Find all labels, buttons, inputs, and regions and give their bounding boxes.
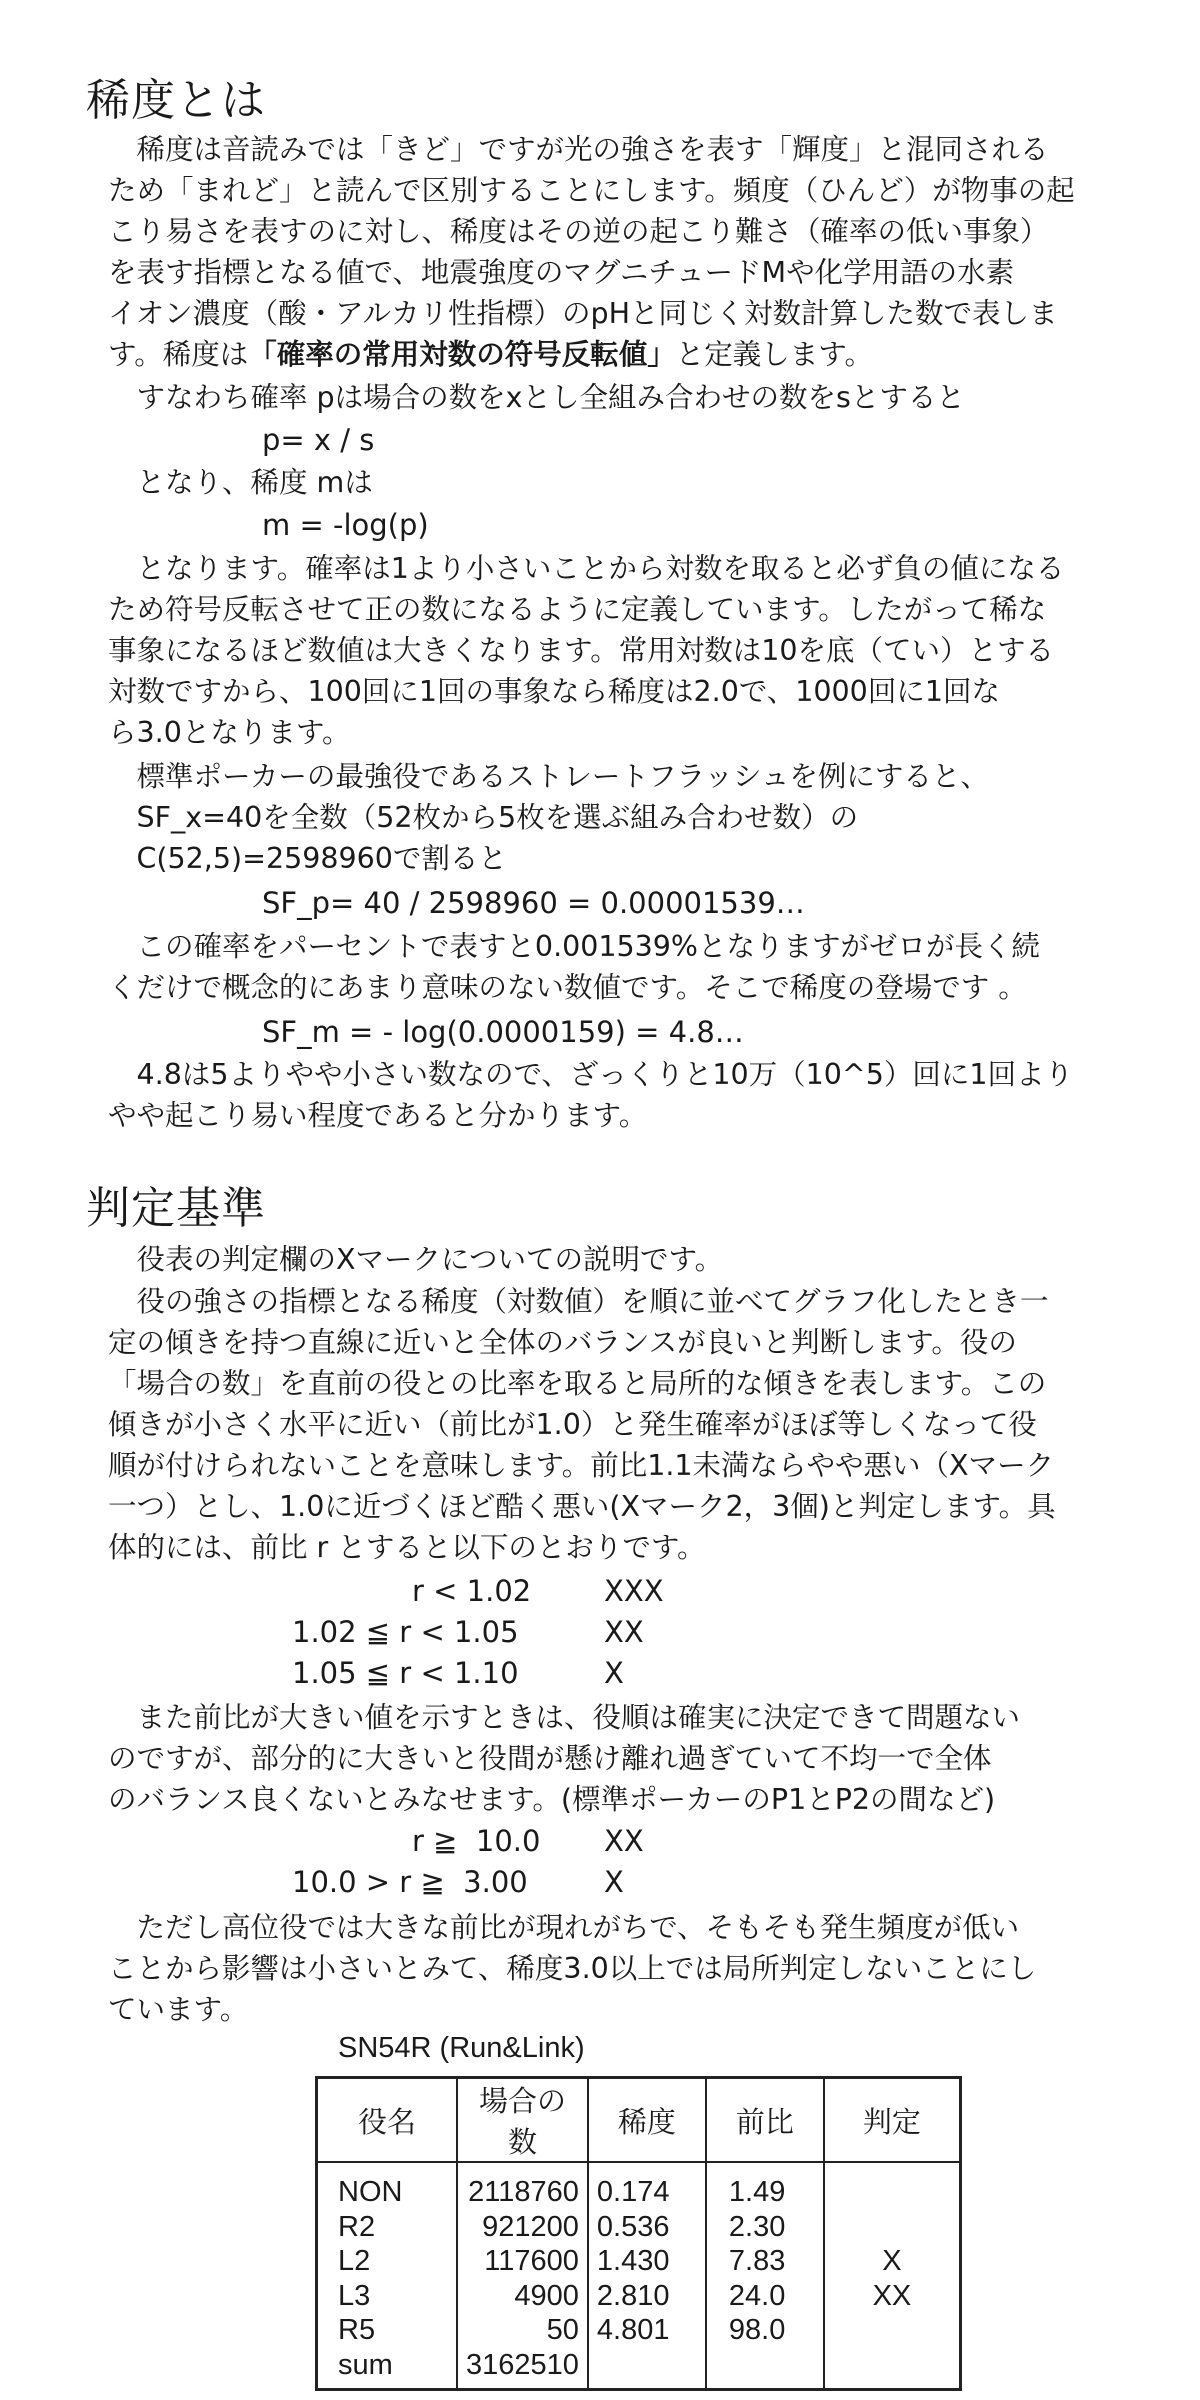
paragraph-line: を表す指標となる値で、地震強度のマグニチュードMや化学用語の水素 (108, 256, 1015, 289)
table-header-row (317, 2078, 961, 2163)
paragraph-line: となり、稀度 mは (108, 466, 373, 499)
criterion-condition: r ≧ 10.0 (412, 1824, 541, 1858)
formula-sf-p: SF_p= 40 / 2598960 = 0.00001539… (262, 886, 805, 920)
paragraph-line: 定の傾きを持つ直線に近いと全体のバランスが良いと判断します。役の (108, 1326, 1017, 1359)
criterion-mark: X (604, 1656, 624, 1690)
criterion-condition: 1.02 ≦ r < 1.05 (292, 1615, 519, 1649)
criterion-condition: 10.0 > r ≧ 3.00 (292, 1865, 528, 1899)
hand-table (315, 2076, 962, 2391)
paragraph-line: 役の強さの指標となる稀度（対数値）を順に並べてグラフ化したとき一 (108, 1285, 1049, 1318)
column-judgement: X XX (824, 2162, 961, 2390)
formula-p: p= x / s (262, 423, 375, 457)
criterion-mark: XXX (604, 1574, 664, 1608)
paragraph-line: この確率をパーセントで表すと0.001539%となりますがゼロが長く続 (108, 930, 1040, 963)
header-rarity: 稀度 (588, 2078, 706, 2163)
column-hand-names: NON R2 L2 L3 R5 sum (317, 2162, 458, 2390)
criterion-condition: 1.05 ≦ r < 1.10 (292, 1656, 519, 1690)
formula-sf-m: SF_m = - log(0.0000159) = 4.8… (262, 1015, 744, 1049)
paragraph-line: C(52,5)=2598960で割ると (108, 842, 507, 875)
section-heading-kido: 稀度とは (86, 75, 266, 126)
paragraph-line-definition (108, 335, 873, 376)
table-caption: SN54R (Run&Link) (338, 2032, 585, 2064)
paragraph-line: 「場合の数」を直前の役との比率を取ると局所的な傾きを表します。この (108, 1367, 1047, 1400)
paragraph-line: 対数ですから、100回に1回の事象なら稀度は2.0で、1000回に1回な (108, 675, 1000, 708)
formula-m: m = -log(p) (262, 508, 429, 542)
paragraph-line: また前比が大きい値を示すときは、役順は確実に決定できて問題ない (108, 1701, 1021, 1734)
paragraph-line: イオン濃度（酸・アルカリ性指標）のpHと同じく対数計算した数で表しま (108, 297, 1058, 330)
paragraph-line: ています。 (108, 1993, 249, 2026)
paragraph-line: ただし高位役では大きな前比が現れがちで、そもそも発生頻度が低い (108, 1911, 1020, 1944)
definition-prefix: す。稀度は (108, 338, 249, 371)
paragraph-line: くだけで概念的にあまり意味のない数値です。そこで稀度の登場です 。 (108, 971, 1027, 1004)
paragraph-line: すなわち確率 pは場合の数をxとし全組み合わせの数をsとすると (108, 381, 965, 414)
paragraph-line: 一つ）とし、1.0に近づくほど酷く悪い(Xマーク2，3個)と判定します。具 (108, 1490, 1056, 1523)
definition-bold: 「確率の常用対数の符号反転値」 (248, 338, 676, 371)
paragraph-line: 傾きが小さく水平に近い（前比が1.0）と発生確率がほぼ等しくなって役 (108, 1408, 1037, 1441)
header-name: 役名 (317, 2078, 458, 2163)
paragraph-line: ことから影響は小さいとみて、稀度3.0以上では局所判定しないことにし (108, 1952, 1037, 1985)
paragraph-line: 事象になるほど数値は大きくなります。常用対数は10を底（てい）とする (108, 634, 1054, 667)
paragraph-line: こり易さを表すのに対し、稀度はその逆の起こり難さ（確率の低い事象） (108, 215, 1049, 248)
header-ratio: 前比 (706, 2078, 824, 2163)
paragraph-line: 役表の判定欄のXマークについての説明です。 (108, 1243, 724, 1276)
column-counts: 2118760 921200 117600 4900 50 3162510 (457, 2162, 588, 2390)
criterion-mark: XX (604, 1824, 644, 1858)
paragraph-line: 体的には、前比 r とすると以下のとおりです。 (108, 1531, 706, 1564)
criterion-condition: r < 1.02 (412, 1574, 532, 1608)
paragraph-line: 稀度は音読みでは「きど」ですが光の強さを表す「輝度」と混同される (108, 133, 1049, 166)
paragraph-line: 4.8は5よりやや小さい数なので、ざっくりと10万（10^5）回に1回より (108, 1058, 1074, 1091)
table-body-row (317, 2162, 961, 2390)
paragraph-line: ため「まれど」と読んで区別することにします。頻度（ひんど）が物事の起 (108, 174, 1075, 207)
definition-suffix: と定義します。 (675, 338, 873, 371)
paragraph-line: ら3.0となります。 (108, 716, 351, 749)
paragraph-line: 標準ポーカーの最強役であるストレートフラッシュを例にすると、 (108, 760, 989, 793)
paragraph-line: 順が付けられないことを意味します。前比1.1未満ならやや悪い（Xマーク (108, 1449, 1055, 1482)
criterion-mark: X (604, 1865, 624, 1899)
paragraph-line: SF_x=40を全数（52枚から5枚を選ぶ組み合わせ数）の (108, 801, 859, 834)
column-ratio: 1.49 2.30 7.83 24.0 98.0 (706, 2162, 824, 2390)
paragraph-line: となります。確率は1より小さいことから対数を取ると必ず負の値になる (108, 552, 1065, 585)
column-rarity: 0.174 0.536 1.430 2.810 4.801 (588, 2162, 706, 2390)
paragraph-line: のですが、部分的に大きいと役間が懸け離れ過ぎていて不均一で全体 (108, 1742, 992, 1775)
header-judge: 判定 (824, 2078, 961, 2163)
paragraph-line: のバランス良くないとみなせます。(標準ポーカーのP1とP2の間など) (108, 1783, 996, 1816)
criterion-mark: XX (604, 1615, 644, 1649)
section-heading-hantei: 判定基準 (86, 1183, 266, 1234)
paragraph-line: やや起こり易い程度であると分かります。 (108, 1099, 648, 1132)
header-count: 場合の数 (457, 2078, 588, 2163)
paragraph-line: ため符号反転させて正の数になるように定義しています。したがって稀な (108, 593, 1047, 626)
